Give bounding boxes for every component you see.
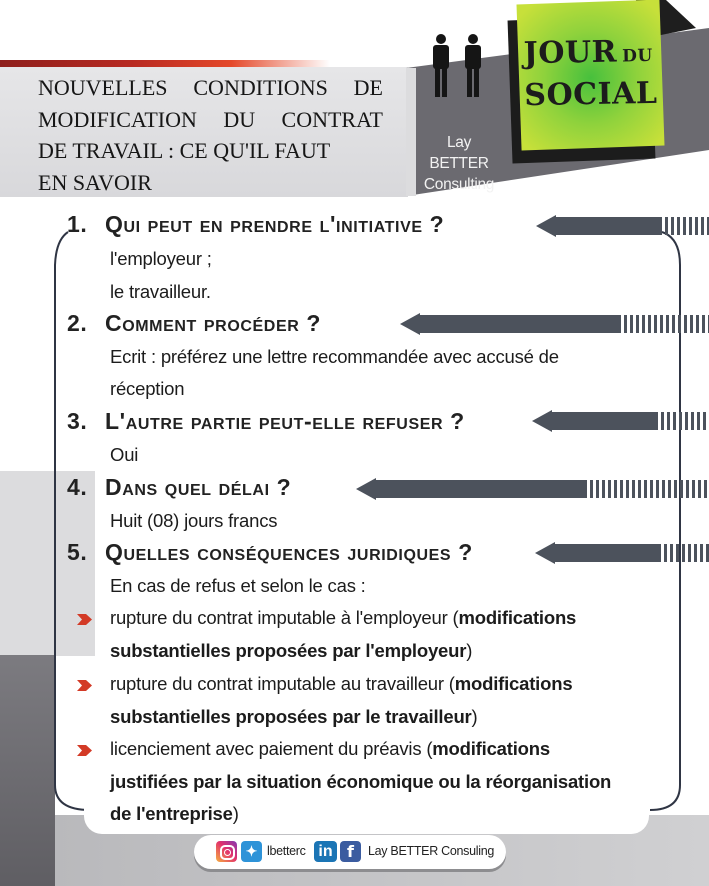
brand-line: Consulting xyxy=(423,176,495,193)
consequence-bold: modifications xyxy=(458,607,577,628)
title-line: DE TRAVAIL : CE QU'IL FAUT xyxy=(38,138,331,163)
consequence-bold: de l'entreprise xyxy=(110,803,233,824)
arrow-decoration xyxy=(532,410,709,432)
section-question: L'autre partie peut-elle refuser ? xyxy=(105,408,465,434)
consequence-item xyxy=(110,706,478,728)
consequence-text: rupture du contrat imputable au travailleur ( xyxy=(110,673,455,694)
brand-name xyxy=(418,132,500,195)
consequence-bold: substantielles proposées par le travailleur xyxy=(110,706,472,727)
section-number: 5. xyxy=(67,539,88,565)
arrow-decoration xyxy=(356,478,709,500)
consequence-item xyxy=(110,673,572,695)
social-footer xyxy=(194,835,506,869)
section-question: Comment procéder ? xyxy=(105,310,322,336)
section-question: Qui peut en prendre l'initiative ? xyxy=(105,211,445,237)
section-heading xyxy=(67,310,321,337)
chevron-bullet-icon xyxy=(77,745,92,756)
consequence-item xyxy=(110,607,576,629)
section-heading xyxy=(67,408,465,435)
linkedin-icon[interactable]: in xyxy=(314,841,337,862)
answer-text: Huit (08) jours francs xyxy=(110,510,278,531)
consequence-bold: modifications xyxy=(432,738,550,759)
answer-text: l'employeur ; xyxy=(110,248,212,269)
section-question: Quelles conséquences juridiques ? xyxy=(105,539,473,565)
section-heading xyxy=(67,211,444,238)
badge-word: SOCIAL xyxy=(524,75,658,114)
badge-word: JOUR xyxy=(523,34,618,72)
section-number: 2. xyxy=(67,310,88,336)
brand-line: Lay BETTER xyxy=(429,134,489,172)
section-heading xyxy=(67,474,291,501)
section-heading xyxy=(67,539,473,566)
twitter-icon[interactable]: ✦ xyxy=(241,841,262,862)
arrow-decoration xyxy=(400,313,709,335)
consequence-item xyxy=(110,738,550,760)
answer-text: le travailleur. xyxy=(110,281,211,302)
consequence-bold: justifiées par la situation économique ou la réorganisation xyxy=(110,771,612,792)
page-title xyxy=(38,72,383,198)
chevron-bullet-icon xyxy=(77,614,92,625)
consequence-text: ) xyxy=(232,803,239,824)
consequence-text: licenciement avec paiement du préavis ( xyxy=(110,738,433,759)
consequence-text: rupture du contrat imputable à l'employeur ( xyxy=(110,607,459,628)
consequence-item xyxy=(110,640,472,662)
section-number: 1. xyxy=(67,211,88,237)
facebook-icon[interactable]: f xyxy=(340,841,361,862)
consequence-bold: modifications xyxy=(454,673,573,694)
people-icon xyxy=(428,33,488,99)
answer-text: Ecrit : préférez une lettre recommandée avec accusé de xyxy=(110,346,559,367)
consequence-item xyxy=(110,771,611,793)
bg-dark-block xyxy=(0,655,55,886)
consequence-text: ) xyxy=(466,640,473,661)
consequence-bold: substantielles proposées par l'employeur xyxy=(110,640,467,661)
arrow-decoration xyxy=(536,215,709,237)
answer-text: En cas de refus et selon le cas : xyxy=(110,575,366,596)
answer-text: Oui xyxy=(110,444,139,465)
chevron-bullet-icon xyxy=(77,680,92,691)
red-accent-bar xyxy=(0,60,330,67)
consequence-text: ) xyxy=(471,706,478,727)
title-line: MODIFICATION DU CONTRAT xyxy=(38,106,383,132)
section-number: 3. xyxy=(67,408,88,434)
section-number: 4. xyxy=(67,474,88,500)
badge-text xyxy=(523,33,657,115)
social-handle: lbetterc xyxy=(267,844,306,858)
badge-word: DU xyxy=(621,45,653,67)
section-question: Dans quel délai ? xyxy=(105,474,292,500)
company-name: Lay BETTER Consuling xyxy=(368,844,495,858)
title-line: NOUVELLES CONDITIONS DE xyxy=(38,75,383,100)
title-line: EN SAVOIR xyxy=(38,169,152,195)
instagram-icon[interactable] xyxy=(216,841,237,862)
answer-text: réception xyxy=(110,378,185,399)
consequence-item xyxy=(110,803,239,825)
arrow-decoration xyxy=(535,542,709,564)
